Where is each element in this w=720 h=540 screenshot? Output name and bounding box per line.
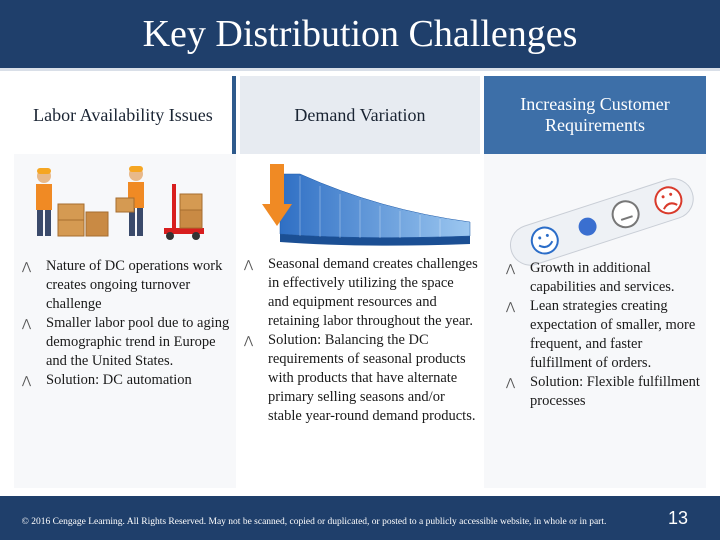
column-heading: Increasing Customer Requirements <box>484 76 706 154</box>
list-item: ⋀ Seasonal demand creates challenges in effectively utilizing the space and equipment resources and retaining labor throughout the year. <box>244 256 478 329</box>
bullet-list <box>504 259 704 411</box>
title-bar <box>0 0 720 71</box>
bullet-list <box>20 257 230 390</box>
caret-up-icon: ⋀ <box>22 374 32 387</box>
caret-up-icon: ⋀ <box>244 334 254 347</box>
slide-title: Key Distribution Challenges <box>142 13 578 55</box>
caret-up-icon: ⋀ <box>22 317 32 330</box>
copyright-notice: © 2016 Cengage Learning. All Rights Reserved. May not be scanned, copied or duplicated, or posted to a publicly accessible website, in whole or in part. <box>21 517 607 527</box>
caret-up-icon: ⋀ <box>506 300 516 313</box>
caret-up-icon: ⋀ <box>506 262 516 275</box>
list-item: ⋀ Growth in additional capabilities and services. <box>506 260 675 295</box>
column-heading: Labor Availability Issues <box>14 76 236 154</box>
list-item: ⋀ Lean strategies creating expectation of smaller, more frequent, and faster fulfillment of orders. <box>506 298 696 371</box>
page-number: 13 <box>667 508 689 528</box>
list-item: ⋀ Smaller labor pool due to aging demographic trend in Europe and the United States. <box>22 315 230 369</box>
footer-bar <box>0 496 720 540</box>
column-labor-availability <box>14 76 236 488</box>
column-customer-requirements <box>484 76 706 488</box>
list-item: ⋀ Solution: DC automation <box>22 372 192 388</box>
list-item: ⋀ Nature of DC operations work creates ongoing turnover challenge <box>22 258 223 312</box>
bullet-list <box>242 255 478 426</box>
caret-up-icon: ⋀ <box>506 376 516 389</box>
column-heading: Demand Variation <box>240 76 480 154</box>
column-demand-variation <box>240 76 480 488</box>
caret-up-icon: ⋀ <box>22 260 32 273</box>
caret-up-icon: ⋀ <box>244 258 254 271</box>
list-item: ⋀ Solution: Balancing the DC requirements of seasonal products with products that have alternate primary selling seasons and/or stable year-round demand products. <box>244 332 476 424</box>
list-item: ⋀ Solution: Flexible fulfillment processes <box>506 374 700 409</box>
